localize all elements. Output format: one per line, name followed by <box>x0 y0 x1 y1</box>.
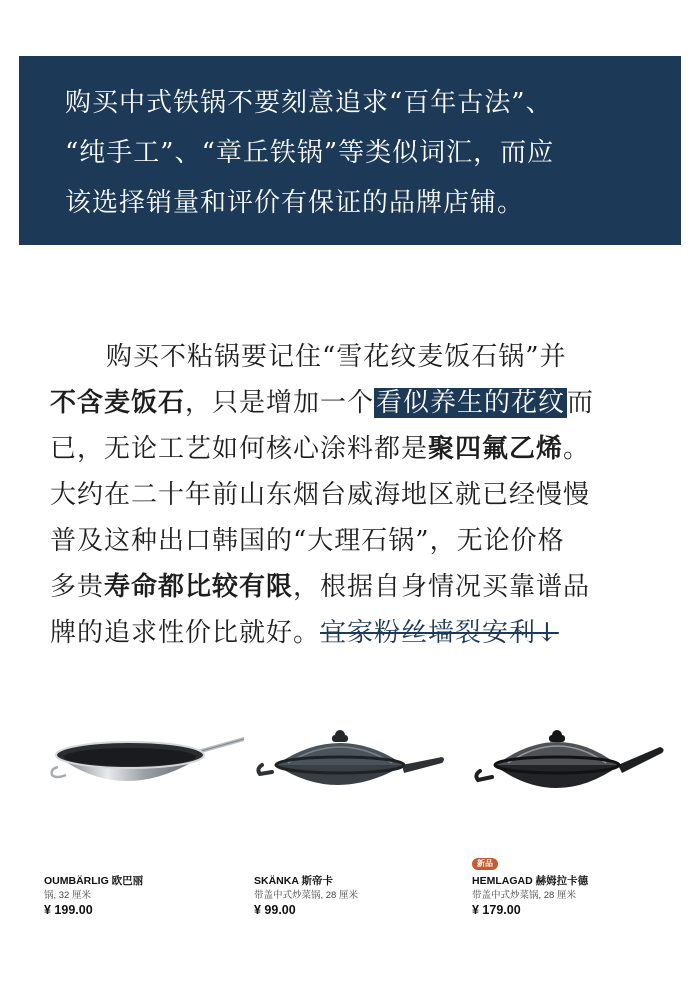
bold-emphasis: 不含麦饭石 <box>50 388 186 418</box>
product-description: 锅, 32 厘米 <box>44 890 91 901</box>
banner-line: “纯手工”、“章丘铁锅”等类似词汇，而应 <box>65 138 555 168</box>
text-span: ，只是增加一个 <box>185 388 375 418</box>
article-paragraph <box>50 334 650 656</box>
product-price: ¥ 199.00 <box>44 903 93 917</box>
steel-wok-icon <box>44 715 244 815</box>
paragraph-line <box>50 380 650 426</box>
product-price: ¥ 179.00 <box>472 903 521 917</box>
banner-line: 购买中式铁锅不要刻意追求“百年古法”、 <box>65 88 553 118</box>
product-description: 带盖中式炒菜锅, 28 厘米 <box>472 890 576 901</box>
product-name[interactable]: HEMLAGAD 赫姆拉卡德 <box>472 875 589 887</box>
text-span: 而 <box>567 388 595 418</box>
product-card[interactable] <box>472 715 672 925</box>
product-card[interactable] <box>254 715 454 925</box>
paragraph-line <box>50 426 650 472</box>
product-name[interactable]: OUMBÄRLIG 欧巴丽 <box>44 875 144 887</box>
paragraph-line <box>50 334 650 380</box>
text-span: 大约在二十年前山东烟台威海地区就已经慢慢 <box>50 480 591 510</box>
highlighted-text: 看似养生的花纹 <box>376 388 566 418</box>
strikethrough-note: 宜家粉丝墙裂安利↓ <box>320 618 559 648</box>
text-span: ，根据自身情况买靠谱品 <box>293 572 591 602</box>
product-description: 带盖中式炒菜锅, 28 厘米 <box>254 890 358 901</box>
text-span: 。 <box>563 434 591 464</box>
paragraph-line <box>50 564 650 610</box>
text-span: 购买不粘锅要记住“雪花纹麦饭石锅”并 <box>106 342 567 372</box>
bold-emphasis: 寿命都比较有限 <box>104 572 294 602</box>
text-span: 已，无论工艺如何核心涂料都是 <box>50 434 429 464</box>
wok-with-glass-lid-icon <box>472 715 672 815</box>
text-span: 普及这种出口韩国的“大理石锅”，无论价格 <box>50 526 565 556</box>
bold-emphasis: 聚四氟乙烯 <box>428 434 564 464</box>
tip-banner <box>19 56 681 245</box>
paragraph-line <box>50 610 650 656</box>
product-list <box>44 715 674 925</box>
text-span: 牌的追求性价比就好。 <box>50 618 321 648</box>
banner-line: 该选择销量和评价有保证的品牌店铺。 <box>65 188 525 218</box>
product-name[interactable]: SKÄNKA 斯帝卡 <box>254 875 333 887</box>
wok-with-lid-icon <box>254 715 454 815</box>
paragraph-line <box>50 472 650 518</box>
text-span: 多贵 <box>50 572 105 602</box>
new-badge: 新品 <box>472 858 498 870</box>
product-price: ¥ 99.00 <box>254 903 296 917</box>
product-card[interactable] <box>44 715 244 925</box>
paragraph-line <box>50 518 650 564</box>
